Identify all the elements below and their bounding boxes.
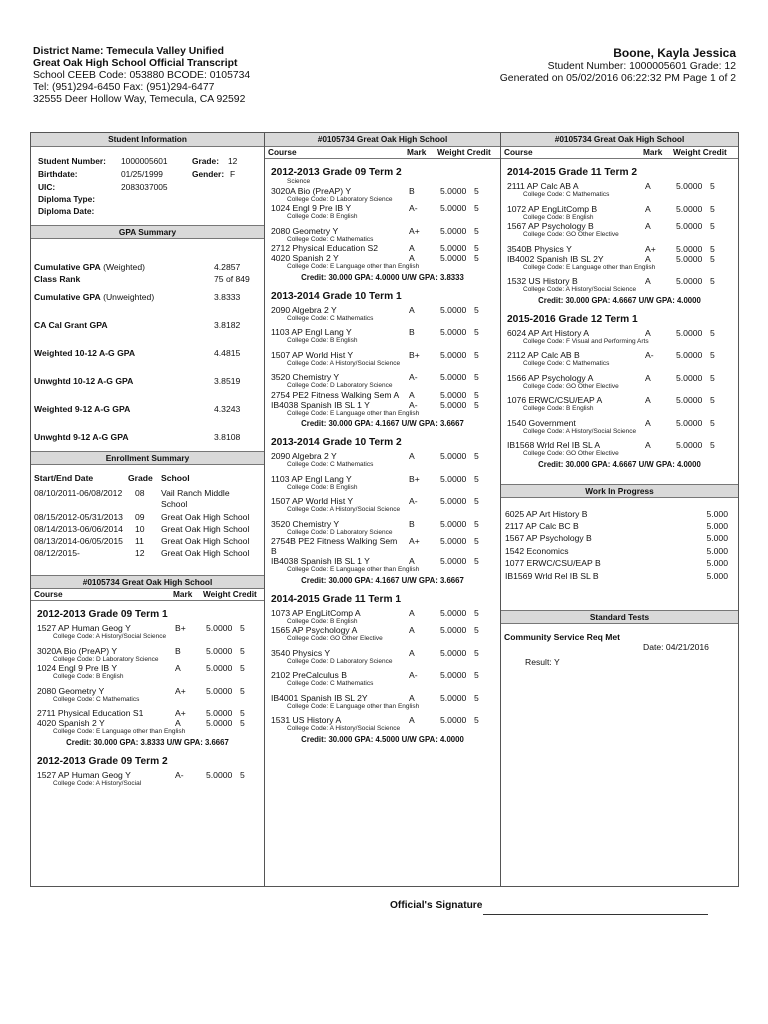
district-name: District Name: Temecula Valley Unified bbox=[33, 46, 224, 57]
wip-row: IB1569 Wrld Rel IB SL B 5.000 bbox=[505, 570, 728, 581]
gender-value: F bbox=[230, 169, 236, 179]
term-title: 2012-2013 Grade 09 Term 2 bbox=[37, 755, 168, 767]
college-code-continued: Science bbox=[287, 178, 311, 185]
course-header bbox=[501, 147, 738, 159]
work-in-progress-title: Work In Progress bbox=[501, 484, 738, 498]
term-title: 2014-2015 Grade 11 Term 1 bbox=[271, 593, 402, 605]
term-credit-summary: Credit: 30.000 GPA: 4.0000 U/W GPA: 3.8333 bbox=[301, 272, 464, 282]
birthdate-value: 01/25/1999 bbox=[121, 169, 163, 179]
enrollment-row-grade: 08 bbox=[135, 488, 145, 498]
college-code: College Code: A History/Social Science bbox=[523, 286, 637, 293]
college-code: College Code: C Mathematics bbox=[287, 680, 374, 687]
course-row: 4020 Spanish 2 Y A 5.0000 5 bbox=[37, 718, 245, 728]
college-code: College Code: B English bbox=[523, 213, 594, 221]
course-row: 2090 Algebra 2 Y A 5.0000 5 bbox=[271, 304, 479, 315]
weighted-9-12-value: 4.3243 bbox=[214, 404, 241, 414]
wip-row: 6025 AP Art History B 5.000 bbox=[505, 508, 728, 519]
term-credit-summary: Credit: 30.000 GPA: 4.6667 U/W GPA: 4.0000 bbox=[538, 459, 701, 469]
course-header bbox=[265, 147, 500, 159]
standard-tests-title: Standard Tests bbox=[501, 610, 738, 624]
college-code: College Code: A History/Social bbox=[53, 779, 142, 787]
signature-line[interactable] bbox=[483, 914, 708, 915]
student-info bbox=[31, 147, 264, 225]
college-code: College Code: B English bbox=[287, 617, 358, 625]
term-credit-summary: Credit: 30.000 GPA: 4.6667 U/W GPA: 4.0000 bbox=[538, 295, 701, 305]
term-title: 2013-2014 Grade 10 Term 1 bbox=[271, 290, 402, 302]
course-row: 2111 AP Calc AB A A 5.0000 5 bbox=[507, 181, 715, 191]
phone-fax: Tel: (951)294-6450 Fax: (951)294-6477 bbox=[33, 82, 215, 93]
college-code: College Code: E Language other than English bbox=[287, 409, 420, 417]
student-number-grade: Student Number: 1000005601 Grade: 12 bbox=[547, 61, 736, 72]
cumulative-gpa-unweighted: Cumulative GPA (Unweighted) bbox=[34, 292, 155, 302]
term-title: 2012-2013 Grade 09 Term 2 bbox=[271, 167, 402, 178]
gender-label: Gender: bbox=[192, 169, 225, 179]
course-row: 2080 Geometry Y A+ 5.0000 5 bbox=[37, 685, 245, 696]
college-code: College Code: C Mathematics bbox=[287, 235, 374, 243]
student-number-label: Student Number: bbox=[38, 156, 106, 166]
term-credit-summary: Credit: 30.000 GPA: 4.1667 U/W GPA: 3.6667 bbox=[301, 575, 464, 585]
college-code: College Code: D Laboratory Science bbox=[287, 657, 393, 665]
student-info-title: Student Information bbox=[31, 133, 264, 147]
enrollment-row-grade: 11 bbox=[135, 536, 144, 546]
enrollment-row-school-cont: School bbox=[161, 499, 188, 509]
course-row: IB4038 Spanish IB SL 1 Y A 5.0000 5 bbox=[271, 556, 479, 566]
test-result: Result: Y bbox=[525, 656, 560, 667]
class-rank-label: Class Rank bbox=[34, 274, 81, 284]
course-row: 3020A Bio (PreAP) Y B 5.0000 5 bbox=[37, 645, 245, 656]
college-code: College Code: D Laboratory Science bbox=[53, 655, 159, 663]
column-left bbox=[31, 133, 265, 886]
enrollment-row-school: Great Oak High School bbox=[161, 536, 250, 546]
wip-row: 1567 AP Psychology B 5.000 bbox=[505, 532, 728, 543]
mark-col-header: Mark bbox=[407, 147, 427, 157]
course-row: IB4002 Spanish IB SL 2Y A 5.0000 5 bbox=[507, 253, 715, 264]
term-title: 2014-2015 Grade 11 Term 2 bbox=[507, 167, 638, 178]
column-middle bbox=[265, 133, 501, 886]
course-row: 2711 Physical Education S1 A+ 5.0000 5 bbox=[37, 708, 245, 718]
college-code: College Code: A History/Social Science bbox=[53, 633, 167, 640]
diploma-date-label: Diploma Date: bbox=[38, 206, 95, 216]
course-row: 3520 Chemistry Y A- 5.0000 5 bbox=[271, 372, 479, 382]
grade-label: Grade: bbox=[192, 156, 219, 166]
course-header bbox=[31, 589, 264, 601]
course-row: 2102 PreCalculus B A- 5.0000 5 bbox=[271, 670, 479, 680]
course-row: 1103 AP Engl Lang Y B+ 5.0000 5 bbox=[271, 473, 479, 484]
weighted-10-12-value: 4.4815 bbox=[214, 348, 241, 358]
college-code: College Code: E Language other than English bbox=[53, 728, 186, 735]
course-row: 1507 AP World Hist Y B+ 5.0000 5 bbox=[271, 349, 479, 360]
term-title: 2015-2016 Grade 12 Term 1 bbox=[507, 313, 638, 325]
school-block-title: #0105734 Great Oak High School bbox=[31, 575, 264, 589]
course-row: 1024 Engl 9 Pre IB Y A 5.0000 5 bbox=[37, 663, 245, 673]
weighted-9-12-label: Weighted 9-12 A-G GPA bbox=[34, 404, 131, 414]
enrollment-row-school: Vail Ranch Middle bbox=[161, 488, 230, 498]
enrollment-row-dates: 08/12/2015- bbox=[34, 548, 80, 558]
unweighted-9-12-value: 3.8108 bbox=[214, 432, 241, 442]
grade-value: 12 bbox=[228, 156, 238, 166]
course-row: IB4001 Spanish IB SL 2Y A 5.0000 5 bbox=[271, 692, 479, 703]
enrollment-row-school: Great Oak High School bbox=[161, 524, 250, 534]
cumulative-gpa-weighted-value: 4.2857 bbox=[214, 262, 241, 272]
course-row: 1507 AP World Hist Y A- 5.0000 5 bbox=[271, 496, 479, 506]
college-code: College Code: C Mathematics bbox=[287, 314, 374, 322]
course-row: 4020 Spanish 2 Y A 5.0000 5 bbox=[271, 253, 479, 263]
gpa-summary bbox=[31, 239, 264, 451]
unweighted-10-12-value: 3.8519 bbox=[214, 376, 241, 386]
college-code: College Code: GO Other Elective bbox=[523, 450, 619, 457]
enrollment-row-dates: 08/15/2012-05/31/2013 bbox=[34, 512, 123, 522]
college-code: College Code: GO Other Elective bbox=[523, 382, 619, 390]
college-code: College Code: B English bbox=[287, 483, 358, 491]
wip-row: 1077 ERWC/CSU/EAP B 5.000 bbox=[505, 557, 728, 568]
enrollment-school-header: School bbox=[161, 473, 190, 483]
course-col-header: Course bbox=[34, 589, 63, 599]
course-row: 2754 PE2 Fitness Walking Sem A A 5.0000 5 bbox=[271, 389, 479, 400]
standard-tests bbox=[501, 624, 738, 674]
enrollment-dates-header: Start/End Date bbox=[34, 473, 94, 483]
course-col-header: Course bbox=[268, 147, 297, 157]
term-credit-summary: Credit: 30.000 GPA: 4.5000 U/W GPA: 4.0000 bbox=[301, 734, 464, 744]
school-block-title: #0105734 Great Oak High School bbox=[501, 133, 738, 147]
course-row: 1103 AP Engl Lang Y B 5.0000 5 bbox=[271, 327, 479, 337]
college-code: College Code: E Language other than English bbox=[523, 263, 656, 271]
course-row: 1527 AP Human Geog Y A- 5.0000 5 bbox=[37, 769, 245, 780]
course-row: IB4038 Spanish IB SL 1 Y A- 5.0000 5 bbox=[271, 399, 479, 410]
term-credit-summary: Credit: 30.000 GPA: 4.1667 U/W GPA: 3.6667 bbox=[301, 419, 464, 428]
mark-col-header: Mark bbox=[643, 147, 663, 157]
school-header bbox=[33, 46, 333, 106]
college-code: College Code: B English bbox=[287, 337, 358, 344]
enrollment-row-school: Great Oak High School bbox=[161, 512, 250, 522]
enrollment-row-grade: 10 bbox=[135, 524, 145, 534]
course-row: 3540B Physics Y A+ 5.0000 5 bbox=[507, 243, 715, 254]
college-code: College Code: D Laboratory Science bbox=[287, 195, 393, 203]
column-right bbox=[501, 133, 738, 886]
signature-label: Official's Signature bbox=[390, 900, 483, 911]
generated-date: Generated on 05/02/2016 06:22:32 PM Page 1 of 2 bbox=[499, 73, 736, 84]
course-row: 2090 Algebra 2 Y A 5.0000 5 bbox=[271, 451, 479, 461]
weighted-10-12-label: Weighted 10-12 A-G GPA bbox=[34, 348, 136, 358]
term-title: 2013-2014 Grade 10 Term 2 bbox=[271, 437, 402, 448]
gpa-summary-title: GPA Summary bbox=[31, 225, 264, 239]
cumulative-gpa-weighted: Cumulative GPA (Weighted) bbox=[34, 262, 145, 272]
cal-grant-gpa-value: 3.8182 bbox=[214, 320, 241, 330]
college-code: College Code: A History/Social Science bbox=[287, 506, 401, 513]
course-row: 1073 AP EngLitComp A A 5.0000 5 bbox=[271, 607, 479, 618]
college-code: College Code: A History/Social Science bbox=[287, 359, 401, 367]
enrollment-row-dates: 08/14/2013-06/06/2014 bbox=[34, 524, 123, 534]
student-number-value: 1000005601 bbox=[121, 156, 168, 166]
college-code: College Code: C Mathematics bbox=[53, 695, 140, 703]
unweighted-10-12-label: Unwghtd 10-12 A-G GPA bbox=[34, 376, 134, 386]
course-row: 3020A Bio (PreAP) Y B 5.0000 5 bbox=[271, 185, 479, 196]
college-code: College Code: B English bbox=[523, 405, 594, 412]
college-code: College Code: D Laboratory Science bbox=[287, 382, 393, 389]
college-code: College Code: GO Other Elective bbox=[523, 231, 619, 238]
course-row: 1566 AP Psychology A A 5.0000 5 bbox=[507, 372, 715, 383]
weight-credit-col-header: Weight Credit bbox=[203, 589, 257, 599]
test-date: Date: 04/21/2016 bbox=[643, 641, 709, 652]
course-row: IB1568 Wrld Rel IB SL A A 5.0000 5 bbox=[507, 440, 715, 450]
course-col-header: Course bbox=[504, 147, 533, 157]
college-code: College Code: A History/Social Science bbox=[523, 427, 637, 435]
school-address: 32555 Deer Hollow Way, Temecula, CA 92592 bbox=[33, 94, 246, 105]
course-row: 1072 AP EngLitComp B A 5.0000 5 bbox=[507, 203, 715, 214]
course-row: 1531 US History A A 5.0000 5 bbox=[271, 715, 479, 725]
course-row: 6024 AP Art History A A 5.0000 5 bbox=[507, 327, 715, 338]
course-row: 1076 ERWC/CSU/EAP A A 5.0000 5 bbox=[507, 395, 715, 405]
enrollment-row-grade: 09 bbox=[135, 512, 145, 522]
course-row: 3520 Chemistry Y B 5.0000 5 bbox=[271, 518, 479, 529]
birthdate-label: Birthdate: bbox=[38, 169, 78, 179]
weight-credit-col-header: Weight Credit bbox=[673, 147, 727, 157]
class-rank-value: 75 of 849 bbox=[214, 274, 250, 284]
uic-value: 2083037005 bbox=[121, 182, 168, 192]
enrollment-row-school: Great Oak High School bbox=[161, 548, 250, 558]
enrollment-summary-title: Enrollment Summary bbox=[31, 451, 264, 465]
college-code: College Code: E Language other than English bbox=[287, 702, 420, 710]
course-row: 2754B PE2 Fitness Walking Sem B A+ 5.0000 5 bbox=[271, 536, 479, 556]
unweighted-9-12-label: Unwghtd 9-12 A-G GPA bbox=[34, 432, 129, 442]
enrollment-row-dates: 08/13/2014-06/05/2015 bbox=[34, 536, 123, 546]
enrollment-summary bbox=[31, 465, 264, 575]
enrollment-grade-header: Grade bbox=[128, 473, 153, 483]
student-header bbox=[416, 46, 736, 85]
school-block-title: #0105734 Great Oak High School bbox=[265, 133, 500, 147]
course-row: 2712 Physical Education S2 A 5.0000 5 bbox=[271, 243, 479, 253]
course-row: 1532 US History B A 5.0000 5 bbox=[507, 276, 715, 286]
college-code: College Code: A History/Social Science bbox=[287, 725, 401, 732]
enrollment-row-grade: 12 bbox=[135, 548, 145, 558]
weight-credit-col-header: Weight Credit bbox=[437, 147, 491, 157]
college-code: College Code: E Language other than English bbox=[287, 263, 420, 270]
cal-grant-gpa-label: CA Cal Grant GPA bbox=[34, 320, 108, 330]
enrollment-row-dates: 08/10/2011-06/08/2012 bbox=[34, 488, 123, 498]
course-row: 1024 Engl 9 Pre IB Y A- 5.0000 5 bbox=[271, 203, 479, 213]
college-code: College Code: C Mathematics bbox=[287, 461, 374, 468]
work-in-progress bbox=[501, 498, 738, 610]
term-credit-summary: Credit: 30.000 GPA: 3.8333 U/W GPA: 3.6667 bbox=[66, 737, 229, 747]
transcript-frame bbox=[30, 132, 739, 887]
college-code: College Code: B English bbox=[53, 673, 124, 680]
course-row: 1540 Government A 5.0000 5 bbox=[507, 417, 715, 428]
course-row: 1527 AP Human Geog Y B+ 5.0000 5 bbox=[37, 623, 245, 633]
cumulative-gpa-unweighted-value: 3.8333 bbox=[214, 292, 241, 302]
ceeb-code: School CEEB Code: 053880 BCODE: 0105734 bbox=[33, 70, 251, 81]
mark-col-header: Mark bbox=[173, 589, 193, 599]
transcript-title: Great Oak High School Official Transcript bbox=[33, 58, 238, 69]
course-row: 2080 Geometry Y A+ 5.0000 5 bbox=[271, 225, 479, 236]
course-row: 3540 Physics Y A 5.0000 5 bbox=[271, 647, 479, 658]
college-code: College Code: C Mathematics bbox=[523, 191, 610, 198]
wip-row: 1542 Economics 5.000 bbox=[505, 545, 728, 556]
college-code: College Code: C Mathematics bbox=[523, 360, 610, 367]
college-code: College Code: B English bbox=[287, 213, 358, 220]
test-name: Community Service Req Met bbox=[504, 631, 621, 642]
diploma-type-label: Diploma Type: bbox=[38, 194, 96, 204]
term-title: 2012-2013 Grade 09 Term 1 bbox=[37, 609, 168, 620]
college-code: College Code: E Language other than English bbox=[287, 566, 420, 573]
course-row: 2112 AP Calc AB B A- 5.0000 5 bbox=[507, 350, 715, 360]
college-code: College Code: F Visual and Performing Arts bbox=[523, 337, 649, 345]
course-row: 1565 AP Psychology A A 5.0000 5 bbox=[271, 625, 479, 635]
course-row: 1567 AP Psychology B A 5.0000 5 bbox=[507, 221, 715, 231]
college-code: College Code: GO Other Elective bbox=[287, 635, 383, 642]
college-code: College Code: D Laboratory Science bbox=[287, 528, 393, 536]
uic-label: UIC: bbox=[38, 182, 56, 192]
student-name: Boone, Kayla Jessica bbox=[613, 46, 736, 60]
wip-row: 2117 AP Calc BC B 5.000 bbox=[505, 520, 728, 531]
